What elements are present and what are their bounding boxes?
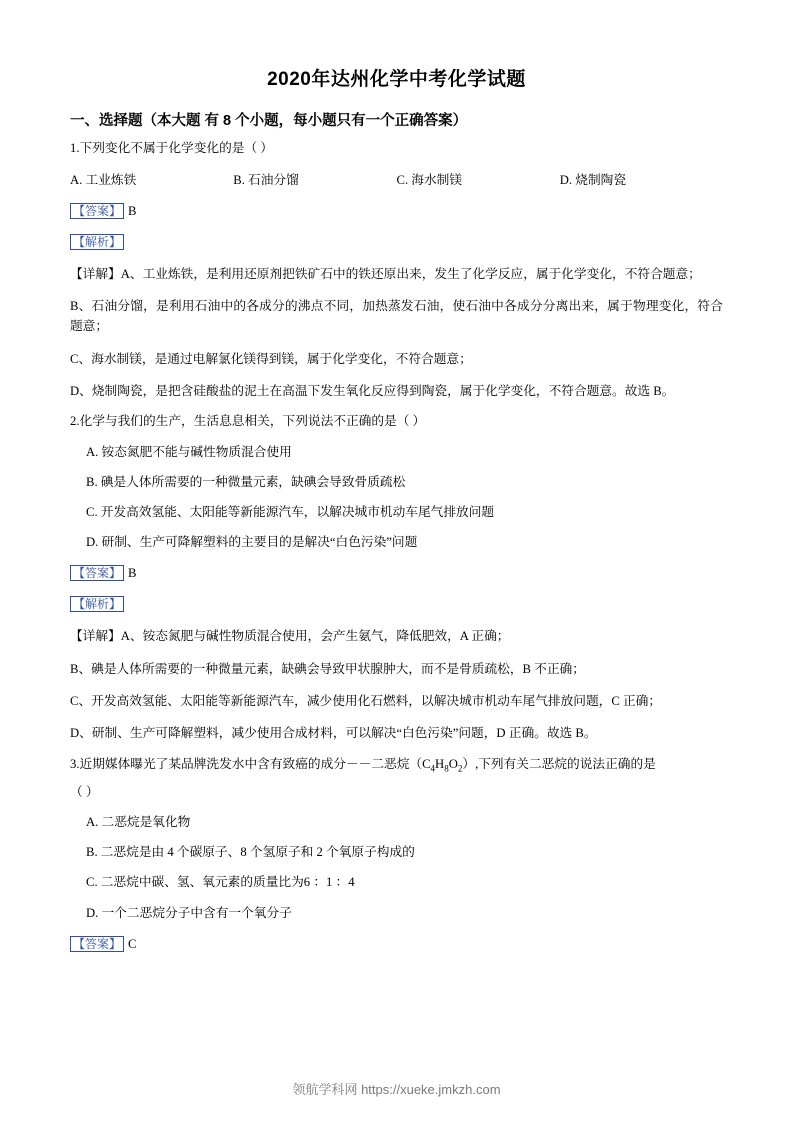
option-3-b: B. 二恶烷是由 4 个碳原子、8 个氢原子和 2 个氧原子构成的 — [86, 845, 415, 860]
answer-label: 【答案】 — [70, 203, 124, 219]
question-stem-3-sub3: 2 — [457, 763, 463, 774]
option-1-d: D. 烧制陶瓷 — [559, 172, 627, 187]
explanation-2-2: B、碘是人体所需要的一种微量元素，缺碘会导致甲状腺肿大，而不是骨质疏松，B 不正确； — [70, 661, 585, 676]
question-options-1 — [70, 171, 723, 190]
option-3-d: D. 一个二恶烷分子中含有一个氧分子 — [86, 905, 292, 920]
answer-row-2 — [70, 564, 723, 583]
option-1-c: C. 海水制镁 — [396, 172, 463, 187]
question-stem-3 — [70, 755, 723, 776]
answer-label: 【答案】 — [70, 936, 124, 952]
question-stem-3-part4: ）,下列有关二恶烷的说法正确的是 — [462, 756, 656, 771]
question-stem-2: 2.化学与我们的生产，生活息息相关，下列说法不正确的是（ ） — [70, 414, 426, 429]
question-stem-3-sub1: 4 — [430, 763, 436, 774]
answer-label: 【答案】 — [70, 565, 124, 581]
analysis-label: 【解析】 — [70, 234, 124, 250]
option-2-a: A. 铵态氮肥不能与碱性物质混合使用 — [86, 445, 292, 460]
answer-row-3 — [70, 935, 723, 954]
question-stem-3-part3: O — [448, 756, 458, 771]
section-heading: 一、选择题（本大题 有 8 个小题，每小题只有一个正确答案） — [70, 113, 468, 129]
question-stem-3-part1: 3.近期媒体曝光了某品牌洗发水中含有致癌的成分－－二恶烷（C — [70, 756, 431, 771]
answer-value-1: B — [128, 203, 137, 218]
option-2-d: D. 研制、生产可降解塑料的主要目的是解决“白色污染”问题 — [86, 535, 418, 550]
option-2-c: C. 开发高效氢能、太阳能等新能源汽车，以解决城市机动车尾气排放问题 — [86, 505, 495, 520]
explanation-1-2: B、石油分馏，是利用石油中的各成分的沸点不同，加热蒸发石油，使石油中各成分分离出来，属于物理变化，符合题意； — [70, 299, 723, 334]
analysis-row-2 — [70, 595, 723, 614]
question-stem-3-line2: （ ） — [70, 785, 99, 800]
option-1-b: B. 石油分馏 — [233, 172, 299, 187]
question-stem-3-sub2: 8 — [444, 763, 449, 774]
explanation-2-3: C、开发高效氢能、太阳能等新能源汽车，减少使用化石燃料，以解决城市机动车尾气排放问题，C 正确； — [70, 693, 662, 708]
answer-value-2: B — [128, 566, 137, 581]
option-2-b: B. 碘是人体所需要的一种微量元素，缺碘会导致骨质疏松 — [86, 475, 406, 490]
analysis-row-1 — [70, 233, 723, 252]
option-3-c: C. 二恶烷中碳、氢、氧元素的质量比为6 ：1 ：4 — [86, 875, 355, 890]
answer-row-1 — [70, 202, 723, 221]
explanation-2-4: D、研制、生产可降解塑料，减少使用合成材料，可以解决“白色污染”问题，D 正确。故选 B。 — [70, 726, 597, 741]
explanation-1-3: C、海水制镁，是通过电解氯化镁得到镁，属于化学变化，不符合题意； — [70, 351, 472, 366]
explanation-2-1: 【详解】A、铵态氮肥与碱性物质混合使用，会产生氨气，降低肥效，A 正确； — [70, 629, 510, 644]
analysis-label: 【解析】 — [70, 596, 124, 612]
explanation-1-1: 【详解】A、工业炼铁，是利用还原剂把铁矿石中的铁还原出来，发生了化学反应，属于化学变化，不符合题意； — [70, 266, 701, 281]
question-stem-1: 1.下列变化不属于化学变化的是（ ） — [70, 141, 273, 155]
answer-value-3: C — [128, 936, 137, 951]
question-stem-3-part2: H — [435, 756, 445, 771]
option-1-a: A. 工业炼铁 — [70, 172, 137, 187]
footer-watermark: 领航学科网 https://xueke.jmkzh.com — [292, 1082, 501, 1097]
option-3-a: A. 二恶烷是氧化物 — [86, 815, 191, 830]
explanation-1-4: D、烧制陶瓷，是把含硅酸盐的泥土在高温下发生氧化反应得到陶瓷，属于化学变化，不符合题意。故选 B。 — [70, 384, 675, 399]
page-title: 2020年达州化学中考化学试题 — [267, 69, 526, 90]
